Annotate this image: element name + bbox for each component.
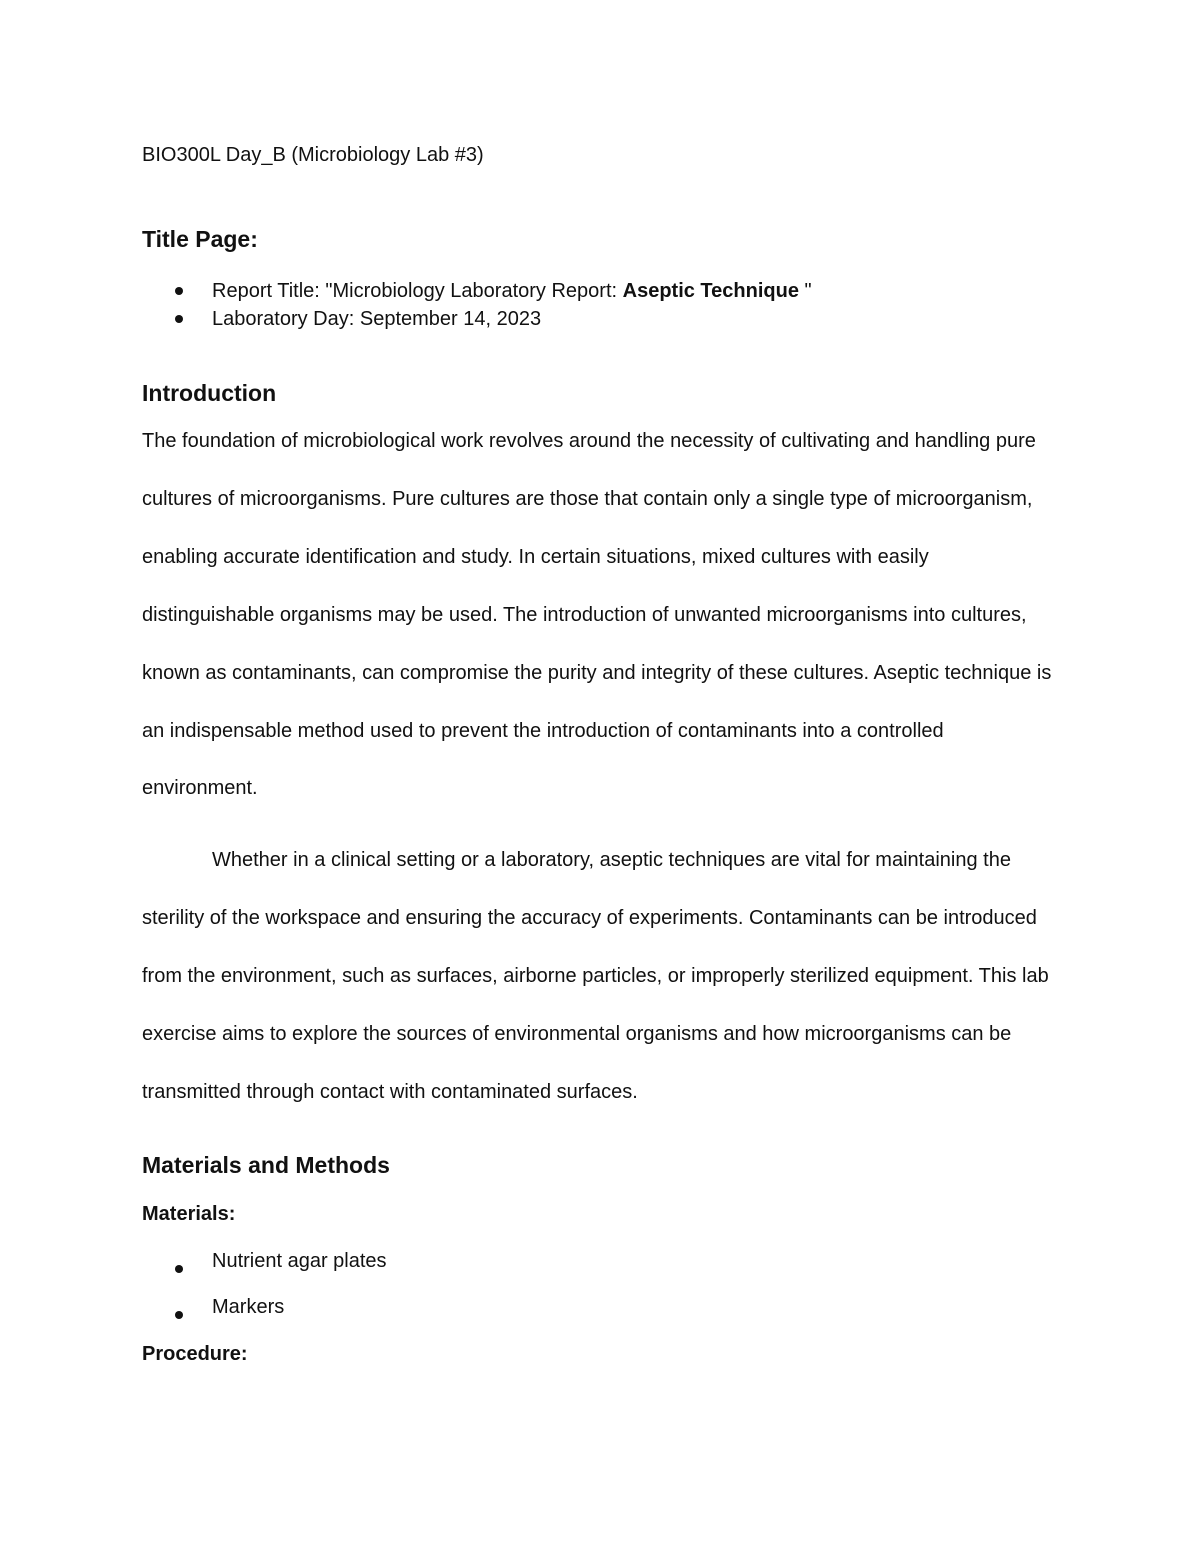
list-item bbox=[142, 1292, 387, 1338]
material-item: Markers bbox=[212, 1296, 285, 1318]
procedure-heading: Procedure: bbox=[142, 1343, 248, 1365]
title-page-list bbox=[142, 277, 812, 333]
material-item: Nutrient agar plates bbox=[212, 1250, 387, 1272]
materials-list bbox=[142, 1246, 387, 1338]
bullet-icon bbox=[175, 1265, 183, 1273]
materials-heading: Materials: bbox=[142, 1203, 236, 1225]
list-item bbox=[142, 277, 812, 305]
bullet-icon bbox=[175, 315, 183, 323]
materials-methods-heading: Materials and Methods bbox=[142, 1152, 390, 1178]
list-item bbox=[142, 1246, 387, 1292]
laboratory-day: Laboratory Day: September 14, 2023 bbox=[212, 308, 542, 330]
course-line: BIO300L Day_B (Microbiology Lab #3) bbox=[142, 144, 484, 166]
introduction-paragraph-2: Whether in a clinical setting or a laboratory, aseptic techniques are vital for maintaining the sterility of the workspace and ensuring the accuracy of experiments. Contaminants can be introduced from the environment, such as surfaces, airborne particles, or improperly sterilized equipment. This lab exercise aims to explore the sources of environmental organisms and how microorganisms can be transmitted through contact with contaminated surfaces. bbox=[142, 849, 1049, 1103]
report-title-bold: Aseptic Technique bbox=[622, 280, 799, 302]
introduction-paragraph-1: The foundation of microbiological work revolves around the necessity of cultivating and handling pure cultures of microorganisms. Pure cultures are those that contain only a single type of microorganism, enabling accurate identification and study. In certain situations, mixed cultures with easily distinguishable organisms may be used. The introduction of unwanted microorganisms into cultures, known as contaminants, can compromise the purity and integrity of these cultures. Aseptic technique is an indispensable method used to prevent the introduction of contaminants into a controlled environment. bbox=[142, 430, 1052, 800]
title-page-heading: Title Page: bbox=[142, 226, 258, 252]
introduction-heading: Introduction bbox=[142, 380, 277, 406]
report-title-suffix: " bbox=[798, 280, 812, 302]
bullet-icon bbox=[175, 1311, 183, 1319]
report-title-prefix: Report Title: "Microbiology Laboratory Report: bbox=[212, 280, 623, 302]
bullet-icon bbox=[175, 287, 183, 295]
list-item bbox=[142, 305, 812, 333]
